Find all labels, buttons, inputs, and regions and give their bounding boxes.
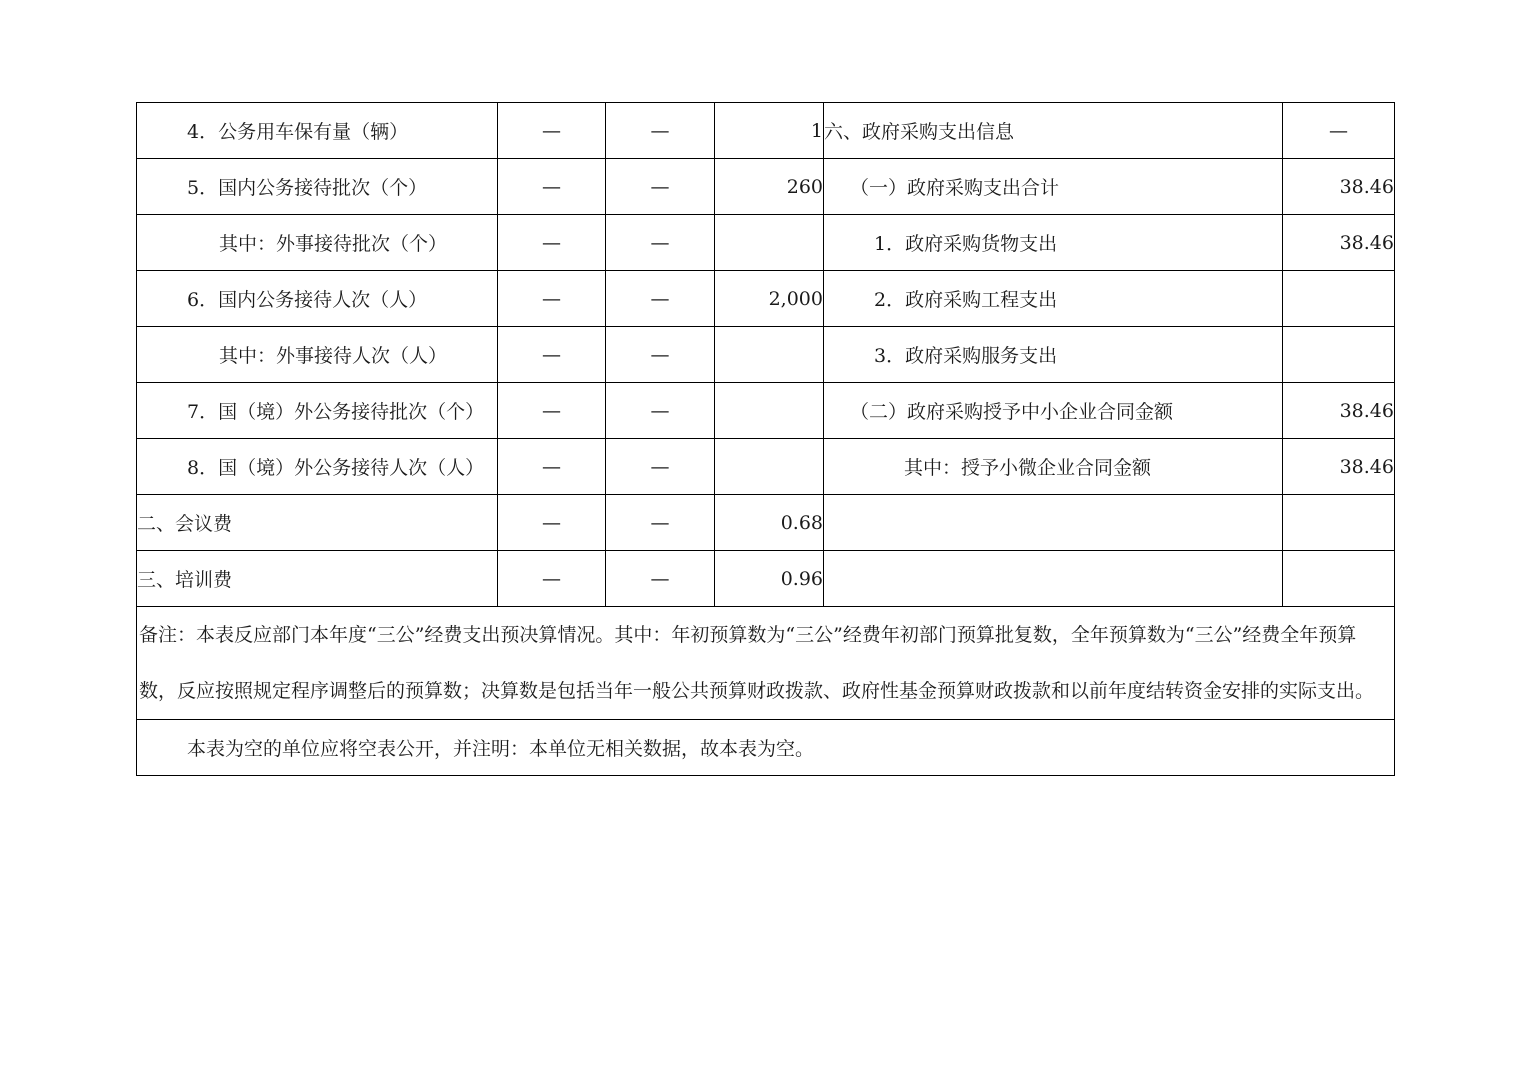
row-label: 三、培训费 (137, 551, 498, 607)
row-label: 其中：外事接待批次（个） (137, 215, 498, 271)
table-row (137, 327, 1395, 383)
remarks-text: 备注：本表反应部门本年度“三公”经费支出预决算情况。其中：年初预算数为“三公”经费年初部门预算批复数，全年预算数为“三公”经费全年预算数，反应按照规定程序调整后的预算数；决算数是包括当年一般公共预算财政拨款、政府性基金预算财政拨款和以前年度结转资金安排的实际支出。 (137, 607, 1395, 720)
full-year-budget-cell: — (606, 439, 715, 495)
procurement-value: 38.46 (1283, 159, 1395, 215)
procurement-label: （二）政府采购授予中小企业合同金额 (824, 383, 1283, 439)
initial-budget-cell: — (498, 215, 606, 271)
note-row (137, 607, 1395, 720)
table-row (137, 103, 1395, 159)
procurement-label: 其中：授予小微企业合同金额 (824, 439, 1283, 495)
initial-budget-cell: — (498, 495, 606, 551)
table-row (137, 495, 1395, 551)
procurement-value (1283, 551, 1395, 607)
final-account-cell: 260 (715, 159, 824, 215)
row-label: 二、会议费 (137, 495, 498, 551)
table-row (137, 159, 1395, 215)
final-account-cell: 0.68 (715, 495, 824, 551)
procurement-value: 38.46 (1283, 215, 1395, 271)
final-account-cell (715, 383, 824, 439)
row-label: 7．国（境）外公务接待批次（个） (137, 383, 498, 439)
full-year-budget-cell: — (606, 271, 715, 327)
full-year-budget-cell: — (606, 327, 715, 383)
procurement-label: （一）政府采购支出合计 (824, 159, 1283, 215)
full-year-budget-cell: — (606, 551, 715, 607)
full-year-budget-cell: — (606, 103, 715, 159)
table-row (137, 551, 1395, 607)
procurement-label: 3．政府采购服务支出 (824, 327, 1283, 383)
empty-note-row (137, 720, 1395, 776)
initial-budget-cell: — (498, 271, 606, 327)
procurement-label (824, 551, 1283, 607)
final-account-cell: 0.96 (715, 551, 824, 607)
initial-budget-cell: — (498, 159, 606, 215)
row-label: 其中：外事接待人次（人） (137, 327, 498, 383)
procurement-label (824, 495, 1283, 551)
full-year-budget-cell: — (606, 383, 715, 439)
initial-budget-cell: — (498, 383, 606, 439)
initial-budget-cell: — (498, 551, 606, 607)
procurement-value: — (1283, 103, 1395, 159)
final-account-cell: 1 (715, 103, 824, 159)
procurement-value (1283, 271, 1395, 327)
table-row (137, 215, 1395, 271)
final-account-cell (715, 327, 824, 383)
row-label: 5．国内公务接待批次（个） (137, 159, 498, 215)
full-year-budget-cell: — (606, 215, 715, 271)
table-row (137, 439, 1395, 495)
final-account-cell (715, 439, 824, 495)
final-account-cell (715, 215, 824, 271)
row-label: 4．公务用车保有量（辆） (137, 103, 498, 159)
full-year-budget-cell: — (606, 159, 715, 215)
table-row (137, 383, 1395, 439)
row-label: 8．国（境）外公务接待人次（人） (137, 439, 498, 495)
procurement-value: 38.46 (1283, 383, 1395, 439)
full-year-budget-cell: — (606, 495, 715, 551)
initial-budget-cell: — (498, 103, 606, 159)
initial-budget-cell: — (498, 327, 606, 383)
initial-budget-cell: — (498, 439, 606, 495)
empty-table-note: 本表为空的单位应将空表公开，并注明：本单位无相关数据，故本表为空。 (137, 720, 1395, 776)
procurement-value: 38.46 (1283, 439, 1395, 495)
procurement-value (1283, 327, 1395, 383)
expenditure-table (136, 102, 1395, 776)
row-label: 6．国内公务接待人次（人） (137, 271, 498, 327)
final-account-cell: 2,000 (715, 271, 824, 327)
procurement-label: 2．政府采购工程支出 (824, 271, 1283, 327)
procurement-value (1283, 495, 1395, 551)
procurement-label: 六、政府采购支出信息 (824, 103, 1283, 159)
table-row (137, 271, 1395, 327)
procurement-label: 1．政府采购货物支出 (824, 215, 1283, 271)
